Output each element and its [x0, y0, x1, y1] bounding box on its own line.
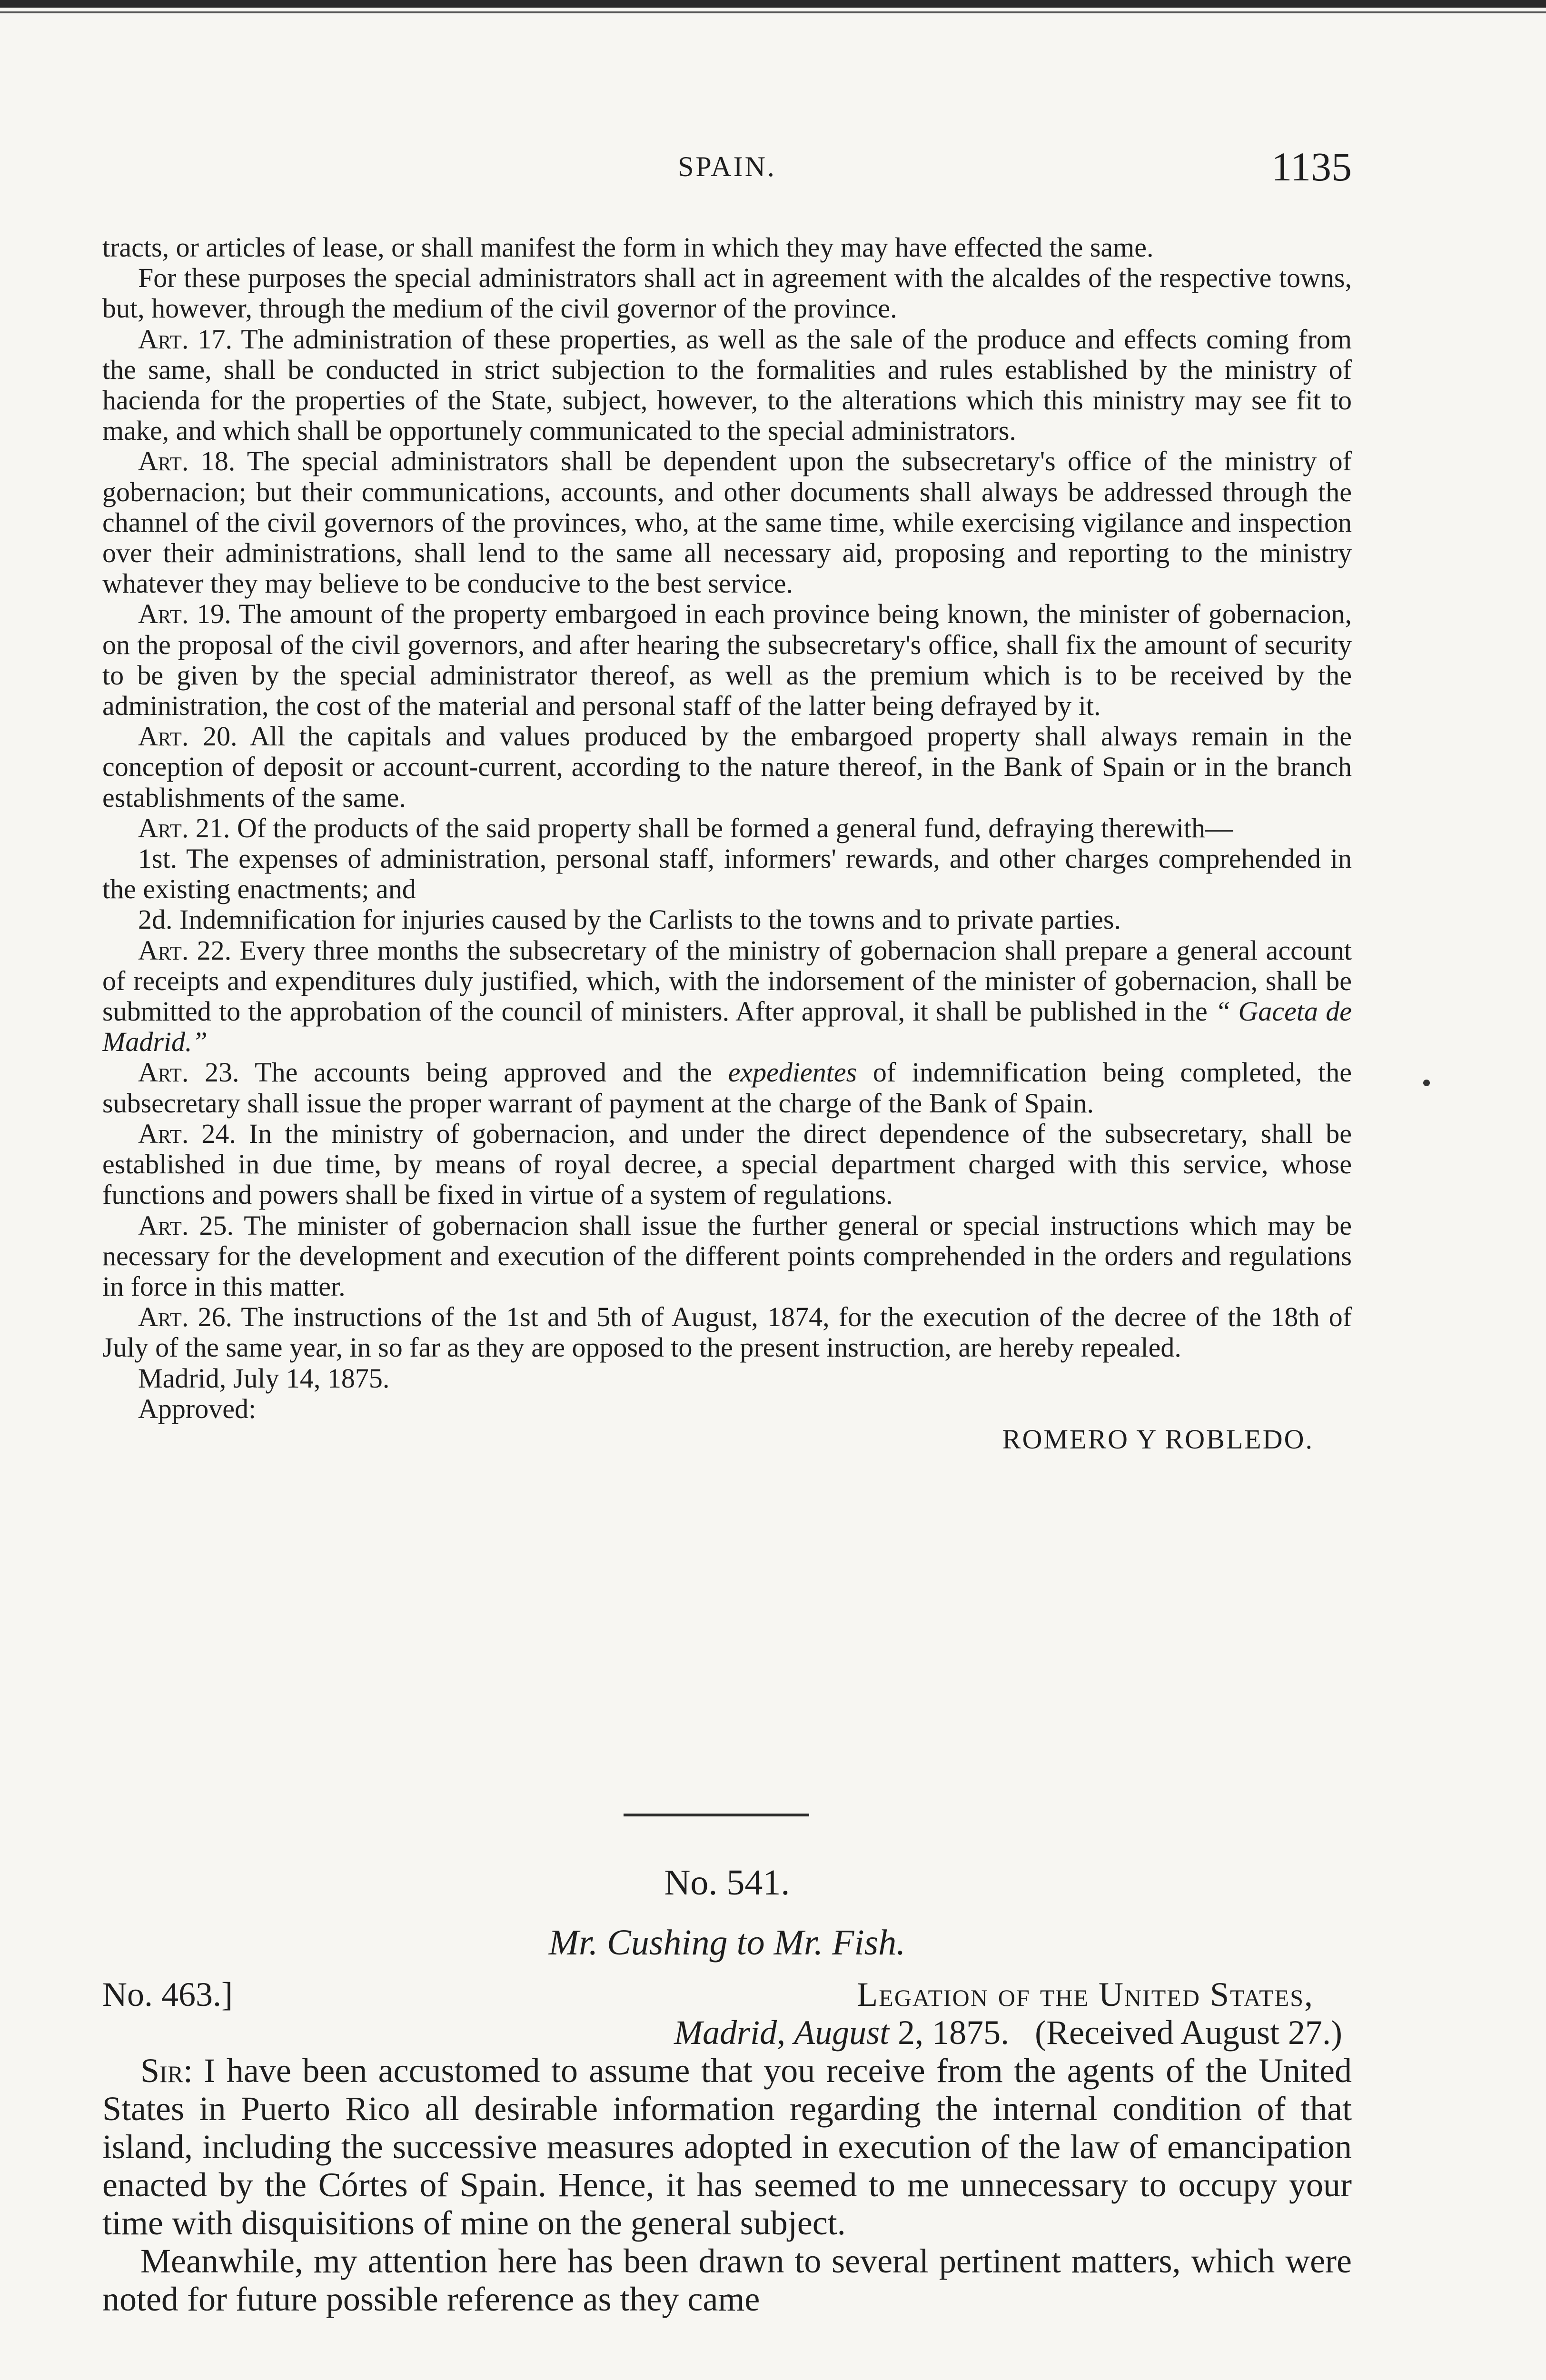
ink-speck [1423, 1080, 1430, 1086]
article-26: Art. 26. The instructions of the 1st and 5th of August, 1874, for the execution of the decree of the 18th of July of the same year, in so far as they are opposed to the present instruction, are hereby repealed. [102, 1301, 1352, 1363]
paragraph: tracts, or articles of lease, or shall manifest the form in which they may have effected the same. [102, 232, 1154, 263]
section-divider [624, 1814, 809, 1816]
page-number: 1135 [1271, 144, 1352, 189]
top-edge-rule-thin [0, 11, 1546, 13]
article-21: Art. 21. Of the products of the said property shall be formed a general fund, defraying therewith— [138, 812, 1233, 843]
dateline: Madrid, August 2, 1875. (Received August 27.) [674, 2013, 1342, 2052]
decree-text [102, 232, 1352, 1455]
article-23: Art. 23. The accounts being approved and the expedientes of indemnification being completed, the subsecretary shall issue the proper warrant of payment at the charge of the Bank of Spain. [102, 1057, 1352, 1119]
letter-paragraph: Meanwhile, my attention here has been drawn to several pertinent matters, which were noted for future possible reference as they came [102, 2242, 1352, 2318]
paragraph: For these purposes the special administrators shall act in agreement with the alcaldes of the respective towns, but, however, through the medium of the civil governor of the province. [102, 262, 1352, 324]
letter-paragraph: Sir: I have been accustomed to assume that you receive from the agents of the United States in Puerto Rico all desirable information regarding the internal condition of that island, including the successive measures adopted in execution of the law of emancipation enacted by the Córtes of Spain. Hence, it has seemed to me unnecessary to occupy your time with disquisitions of mine on the general subject. [102, 2052, 1352, 2242]
letter-text [102, 1975, 1352, 2318]
article-19: Art. 19. The amount of the property embargoed in each province being known, the minister of gobernacion, on the proposal of the civil governors, and after hearing the subsecretary's office, shall fix the amount of security to be given by the special administrator thereof, as well as the premium which is to be received by the administration, the cost of the material and personal staff of the latter being defrayed by it. [102, 598, 1352, 722]
document-number: No. 541. [664, 1863, 790, 1903]
article-22: Art. 22. Every three months the subsecretary of the ministry of gobernacion shall prepare a general account of receipts and expenditures duly justified, which, with the indorsement of the minister of gobernacion, shall be submitted to the approbation of the council of ministers. After approval, it shall be published in the “ Gaceta de Madrid.” [102, 934, 1352, 1058]
top-edge-rule [0, 0, 1546, 8]
article-18: Art. 18. The special administrators shall be dependent upon the subsecretary's office of the ministry of gobernacion; but their communications, accounts, and other documents shall always be addressed through the channel of the civil governors of the provinces, who, at the same time, while exercising vigilance and inspection over their administrations, shall lend to the same all necessary aid, proposing and reporting to the ministry whatever they may believe to be conducive to the best service. [102, 446, 1352, 599]
article-25: Art. 25. The minister of gobernacion shall issue the further general or special instructions which may be necessary for the development and execution of the different points comprehended in the orders and regulations in force in this matter. [102, 1210, 1352, 1302]
article-20: Art. 20. All the capitals and values produced by the embargoed property shall always remain in the conception of deposit or account-current, according to the nature thereof, in the Bank of Spain or in the branch establishments of the same. [102, 721, 1352, 813]
letter-heading [102, 1975, 1352, 2013]
dispatch-reference: No. 463.] [102, 1975, 233, 2013]
article-17: Art. 17. The administration of these properties, as well as the sale of the produce and effects coming from the same, shall be conducted in strict subjection to the formalities and rules established by the ministry of hacienda for the properties of the State, subject, however, to the alterations which this ministry may see fit to make, and which shall be opportunely communicated to the special administrators. [102, 323, 1352, 446]
list-item: 1st. The expenses of administration, personal staff, informers' rewards, and other charges comprehended in the existing enactments; and [102, 843, 1352, 905]
signature: ROMERO Y ROBLEDO. [1002, 1423, 1314, 1455]
legation-line: Legation of the United States, [857, 1975, 1314, 2013]
document-subtitle: Mr. Cushing to Mr. Fish. [548, 1923, 906, 1963]
page-header [102, 143, 1352, 195]
running-title: SPAIN. [678, 151, 776, 182]
approved-label: Approved: [138, 1393, 257, 1424]
list-item: 2d. Indemnification for injuries caused by the Carlists to the towns and to private parties. [138, 904, 1121, 935]
place-date: Madrid, July 14, 1875. [138, 1362, 390, 1394]
article-24: Art. 24. In the ministry of gobernacion, and under the direct dependence of the subsecretary, shall be established in due time, by means of royal decree, a special department charged with this service, whose functions and powers shall be fixed in virtue of a system of regulations. [102, 1118, 1352, 1210]
